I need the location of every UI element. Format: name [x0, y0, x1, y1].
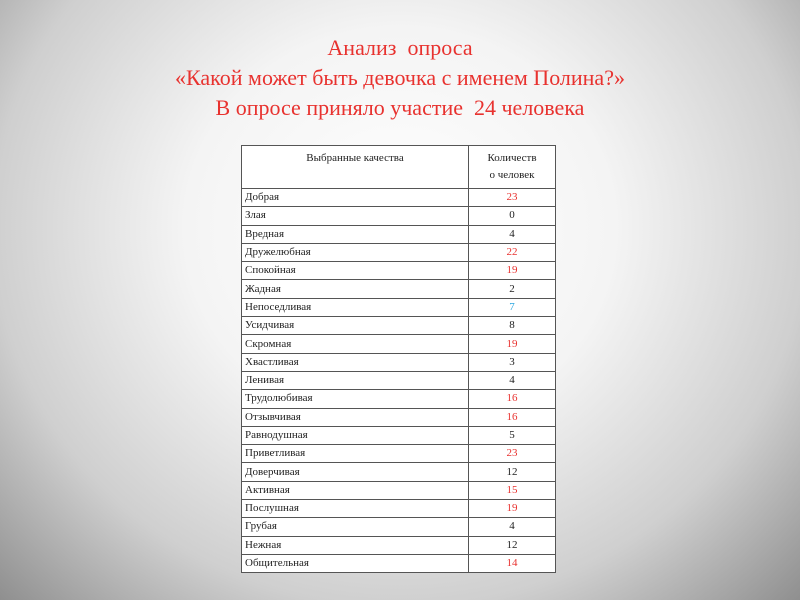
quality-label: Отзывчивая — [242, 408, 469, 426]
table-row — [242, 445, 556, 463]
quality-label: Хвастливая — [242, 353, 469, 371]
quality-label: Трудолюбивая — [242, 390, 469, 408]
quality-label: Дружелюбная — [242, 243, 469, 261]
header-count-line1: Количеств — [487, 152, 537, 164]
table-row — [242, 280, 556, 298]
table-row — [242, 298, 556, 316]
table-row — [242, 353, 556, 371]
quality-count: 14 — [469, 554, 556, 572]
title-line-1: Анализ опроса — [327, 35, 473, 60]
quality-count: 23 — [469, 445, 556, 463]
table-row — [242, 189, 556, 207]
table-row — [242, 536, 556, 554]
table-row — [242, 554, 556, 572]
quality-label: Вредная — [242, 225, 469, 243]
quality-label: Добрая — [242, 189, 469, 207]
survey-table — [241, 145, 556, 573]
quality-count: 2 — [469, 280, 556, 298]
quality-label: Грубая — [242, 518, 469, 536]
quality-label: Злая — [242, 207, 469, 225]
quality-label: Доверчивая — [242, 463, 469, 481]
table-header-row — [242, 146, 556, 189]
quality-count: 4 — [469, 371, 556, 389]
quality-count: 12 — [469, 463, 556, 481]
quality-label: Ленивая — [242, 371, 469, 389]
quality-count: 0 — [469, 207, 556, 225]
table-row — [242, 262, 556, 280]
slide-title — [0, 33, 800, 123]
table-row — [242, 371, 556, 389]
quality-count: 15 — [469, 481, 556, 499]
header-count-line2: о человек — [489, 169, 535, 181]
quality-count: 16 — [469, 408, 556, 426]
title-line-3: В опросе приняло участие 24 человека — [215, 95, 585, 120]
title-line-2: «Какой может быть девочка с именем Полина?» — [175, 65, 625, 90]
quality-label: Равнодушная — [242, 426, 469, 444]
header-count — [469, 146, 556, 189]
table-row — [242, 426, 556, 444]
table-row — [242, 390, 556, 408]
table-row — [242, 463, 556, 481]
quality-label: Усидчивая — [242, 317, 469, 335]
table-row — [242, 207, 556, 225]
quality-label: Приветливая — [242, 445, 469, 463]
quality-count: 8 — [469, 317, 556, 335]
table-row — [242, 500, 556, 518]
quality-count: 4 — [469, 225, 556, 243]
quality-label: Спокойная — [242, 262, 469, 280]
quality-count: 5 — [469, 426, 556, 444]
quality-count: 19 — [469, 262, 556, 280]
quality-label: Скромная — [242, 335, 469, 353]
quality-label: Жадная — [242, 280, 469, 298]
quality-label: Нежная — [242, 536, 469, 554]
table-row — [242, 408, 556, 426]
quality-count: 22 — [469, 243, 556, 261]
quality-label: Непоседливая — [242, 298, 469, 316]
quality-count: 7 — [469, 298, 556, 316]
quality-count: 16 — [469, 390, 556, 408]
quality-count: 3 — [469, 353, 556, 371]
header-quality: Выбранные качества — [242, 146, 469, 189]
table-row — [242, 518, 556, 536]
quality-label: Послушная — [242, 500, 469, 518]
quality-label: Общительная — [242, 554, 469, 572]
table-row — [242, 225, 556, 243]
table-row — [242, 335, 556, 353]
quality-count: 23 — [469, 189, 556, 207]
quality-count: 4 — [469, 518, 556, 536]
quality-label: Активная — [242, 481, 469, 499]
table-row — [242, 243, 556, 261]
table-row — [242, 481, 556, 499]
quality-count: 12 — [469, 536, 556, 554]
quality-count: 19 — [469, 335, 556, 353]
quality-count: 19 — [469, 500, 556, 518]
table-row — [242, 317, 556, 335]
